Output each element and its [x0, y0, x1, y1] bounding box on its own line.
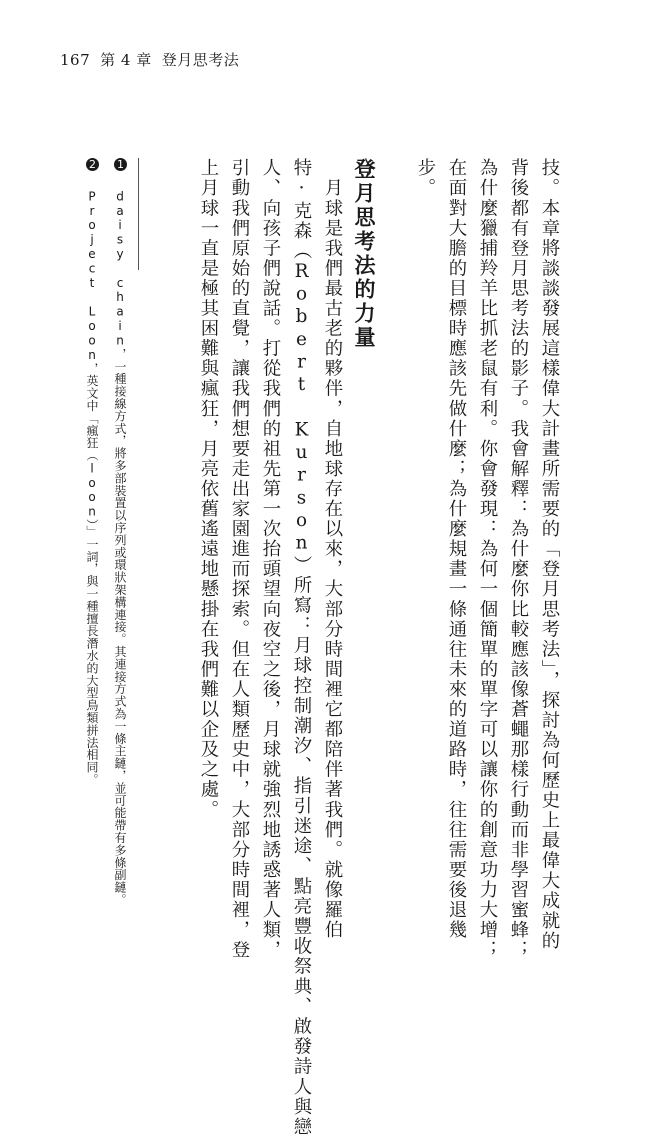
chapter-title: 登月思考法 [161, 51, 240, 69]
page-number: 167 [60, 51, 91, 69]
section-heading: 登月思考法的力量 [352, 158, 376, 350]
footnote-marker: 1 [114, 158, 127, 171]
chapter-number: 第 4 章 [100, 51, 152, 69]
footnote-marker: 2 [86, 158, 99, 171]
body-column: 月球是我們最古老的夥伴，自地球存在以來，大部分時間裡它都陪伴著我們。就像羅伯 [322, 158, 343, 940]
running-header [60, 51, 239, 69]
footnote-1 [112, 158, 128, 906]
body-column: 步。 [415, 158, 436, 199]
footnote-text: Project Loon，英文中「瘋狂（loon）」一詞，與一種擅長潛水的大型鳥類拼法相同。 [85, 189, 99, 786]
footnote-2 [84, 158, 100, 786]
footnote-text: daisy chain，一種接線方式，將多部裝置以序列或環狀架構連接。其連接方式為一條主鏈，並可能帶有多條副鏈。 [113, 189, 127, 906]
body-column: 上月球一直是極其困難與瘋狂，月亮依舊遙遠地懸掛在我們難以企及之處。 [198, 158, 219, 820]
body-column: 技。本章將談談發展這樣偉大計畫所需要的「登月思考法」，探討為何歷史上最偉大成就的 [539, 158, 560, 951]
body-column: 為什麼獵捕羚羊比抓老鼠有利。你會發現：為何一個簡單的單字可以讓你的創意功力大增； [477, 158, 498, 960]
body-column: 在面對大膽的目標時應該先做什麼；為什麼規畫一條通往未來的道路時，往往需要後退幾 [446, 158, 467, 940]
body-column: 引動我們原始的直覺，讓我們想要走出家園進而探索。但在人類歷史中，大部分時間裡，登 [229, 158, 250, 960]
body-column: 特·克森（Robert Kurson）所寫：月球控制潮汐、指引迷途、點亮豐收祭典、啟發詩人與戀 [291, 158, 312, 1137]
body-column: 人、向孩子們說話。打從我們的祖先第一次抬頭望向夜空之後，月球就強烈地誘惑著人類， [260, 158, 281, 960]
body-column: 背後都有登月思考法的影子。我會解釋：為什麼你比較應該像蒼蠅那樣行動而非學習蜜蜂； [508, 158, 529, 960]
footnote-divider [138, 158, 139, 270]
